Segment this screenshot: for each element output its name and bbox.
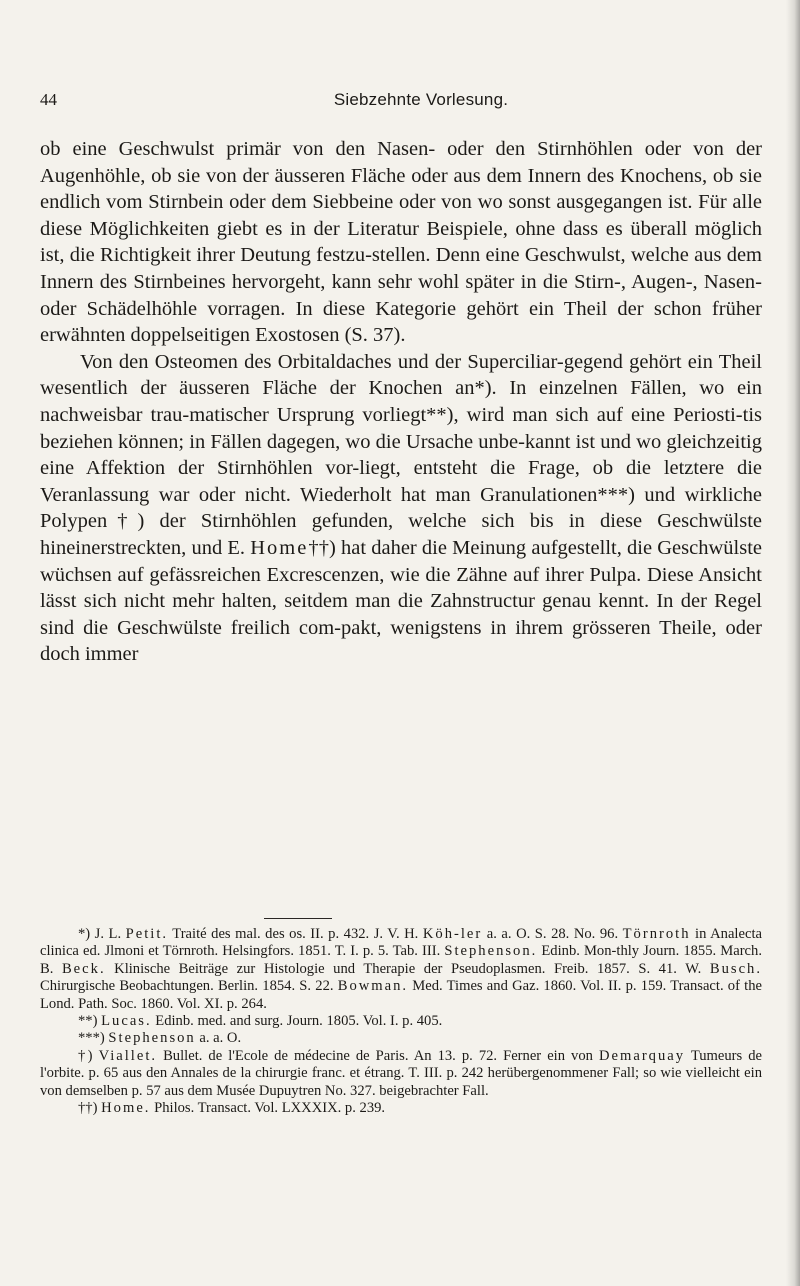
footnote-text: Edinb. Mon-thly Journ. 1855. March. B. xyxy=(40,943,762,977)
author-name: Viallet. xyxy=(98,1047,158,1064)
footnote-mark: ***) xyxy=(78,1030,105,1047)
footnote-text: Philos. Transact. Vol. LXXXIX. p. 239. xyxy=(154,1100,386,1117)
author-name: Bowman. xyxy=(337,978,409,995)
footnote-text: Edinb. med. and surg. Journ. 1805. Vol. I. p. 405. xyxy=(155,1013,443,1030)
author-name: Petit. xyxy=(125,926,169,942)
footnote-mark: ††) xyxy=(78,1100,98,1117)
author-name: Lucas. xyxy=(101,1013,152,1030)
author-name: Stephenson. xyxy=(444,943,538,960)
author-name: Törnroth xyxy=(622,926,691,942)
main-text xyxy=(40,136,762,668)
footnote-mark: †) xyxy=(78,1047,93,1064)
footnote-text: Tumeurs de l'orbite. p. 65 aus den Annales de la chirurgie franc. et étrang. T. III. p. 242 herübergenommener Fall; so wie vielleicht ein von demselben p. 57 aus dem Musée Dupuytren No. 327. beigebrachter Fall. xyxy=(40,1047,762,1099)
footnote-mark: *) J. L. xyxy=(78,926,122,942)
author-name: Stephenson xyxy=(108,1030,196,1047)
footnote xyxy=(40,1030,762,1047)
paragraph-text: ††) hat daher die Meinung aufgestellt, die Geschwülste wüchsen auf gefässreichen Excrescenzen, wie die Zähne auf ihrer Pulpa. Diese Ansicht lässt sich nicht mehr halten, seitdem man die Zahnstructur genau kennt. In der Regel sind die Geschwülste freilich com-pakt, wenigstens in ihrem grösseren Theile, oder doch immer xyxy=(40,536,763,666)
author-name: Home xyxy=(250,536,309,559)
footnote xyxy=(40,926,762,1013)
author-name: Busch. xyxy=(709,960,762,977)
page-edge-shadow xyxy=(786,0,800,1286)
page-number: 44 xyxy=(40,90,57,109)
footnote-separator xyxy=(264,918,332,919)
footnote-text: Chirurgische Beobachtungen. Berlin. 1854. S. 22. xyxy=(40,978,334,995)
footnote-text: in Analecta clinica ed. Jlmoni et Törnroth. Helsingfors. 1851. T. I. p. 5. Tab. III. xyxy=(40,926,762,960)
footnote xyxy=(40,1100,762,1117)
footnote-text: a. a. O. S. 28. No. 96. xyxy=(486,926,619,942)
author-name: Home. xyxy=(101,1100,151,1117)
paragraph: ob eine Geschwulst primär von den Nasen- oder den Stirnhöhlen oder von der Augenhöhle, ob sie von der äusseren Fläche oder aus dem Innern des Knochens, ob sie endlich vom Stirnbein oder dem Siebbeine oder von wo sonst ausgegangen ist. Für alle diese Möglichkeiten giebt es in der Literatur Beispiele, ohne dass es überall möglich ist, die Richtigkeit ihrer Deutung festzu-stellen. Denn eine Geschwulst, welche aus dem Innern des Stirnbeines hervorgeht, kann sehr wohl später in die Stirn-, Augen-, Nasen- oder Schädelhöhle vorragen. In diese Kategorie gehört ein Theil der schon früher erwähnten doppelseitigen Exostosen (S. 37). xyxy=(40,138,762,347)
page-header xyxy=(40,90,800,112)
author-name: Köh-ler xyxy=(422,926,483,942)
footnotes xyxy=(40,926,762,1117)
footnote-text: Bullet. de l'Ecole de médecine de Paris. An 13. p. 72. Ferner ein von xyxy=(163,1047,593,1064)
footnote-text: a. a. O. xyxy=(199,1030,242,1047)
running-head: Siebzehnte Vorlesung. xyxy=(333,90,509,109)
footnote-text: Traité des mal. des os. II. p. 432. J. V. H. xyxy=(172,926,419,942)
author-name: Beck. xyxy=(61,960,106,977)
footnote-text: Med. Times and Gaz. 1860. Vol. II. p. 159. Transact. of the Lond. Path. Soc. 1860. Vol. XI. p. 264. xyxy=(40,978,762,1012)
paragraph-text: Von den Osteomen des Orbitaldaches und der Superciliar-gegend gehört ein Theil wesentlich der äusseren Fläche der Knochen an*). In einzelnen Fällen, wo ein nachweisbar trau-matischer Ursprung vorliegt**), wird man sich auf eine Periosti-tis beziehen können; in Fällen dagegen, wo die Ursache unbe-kannt ist und wo gleichzeitig eine Affektion der Stirnhöhlen vor-liegt, entsteht die Frage, ob die letztere die Veranlassung war oder nicht. Wiederholt hat man Granulationen***) und wirkliche Polypen†) der Stirnhöhlen gefunden, welche sich bis in diese Geschwülste hineinerstreckten, und E. xyxy=(40,350,762,559)
footnote-text: Klinische Beiträge zur Histologie und Therapie der Pseudoplasmen. Freib. 1857. S. 41. W. xyxy=(114,960,702,977)
footnote xyxy=(40,1048,762,1100)
footnote-mark: **) xyxy=(78,1013,98,1030)
author-name: Demarquay xyxy=(598,1047,686,1064)
footnote xyxy=(40,1013,762,1030)
paragraph xyxy=(40,349,762,668)
